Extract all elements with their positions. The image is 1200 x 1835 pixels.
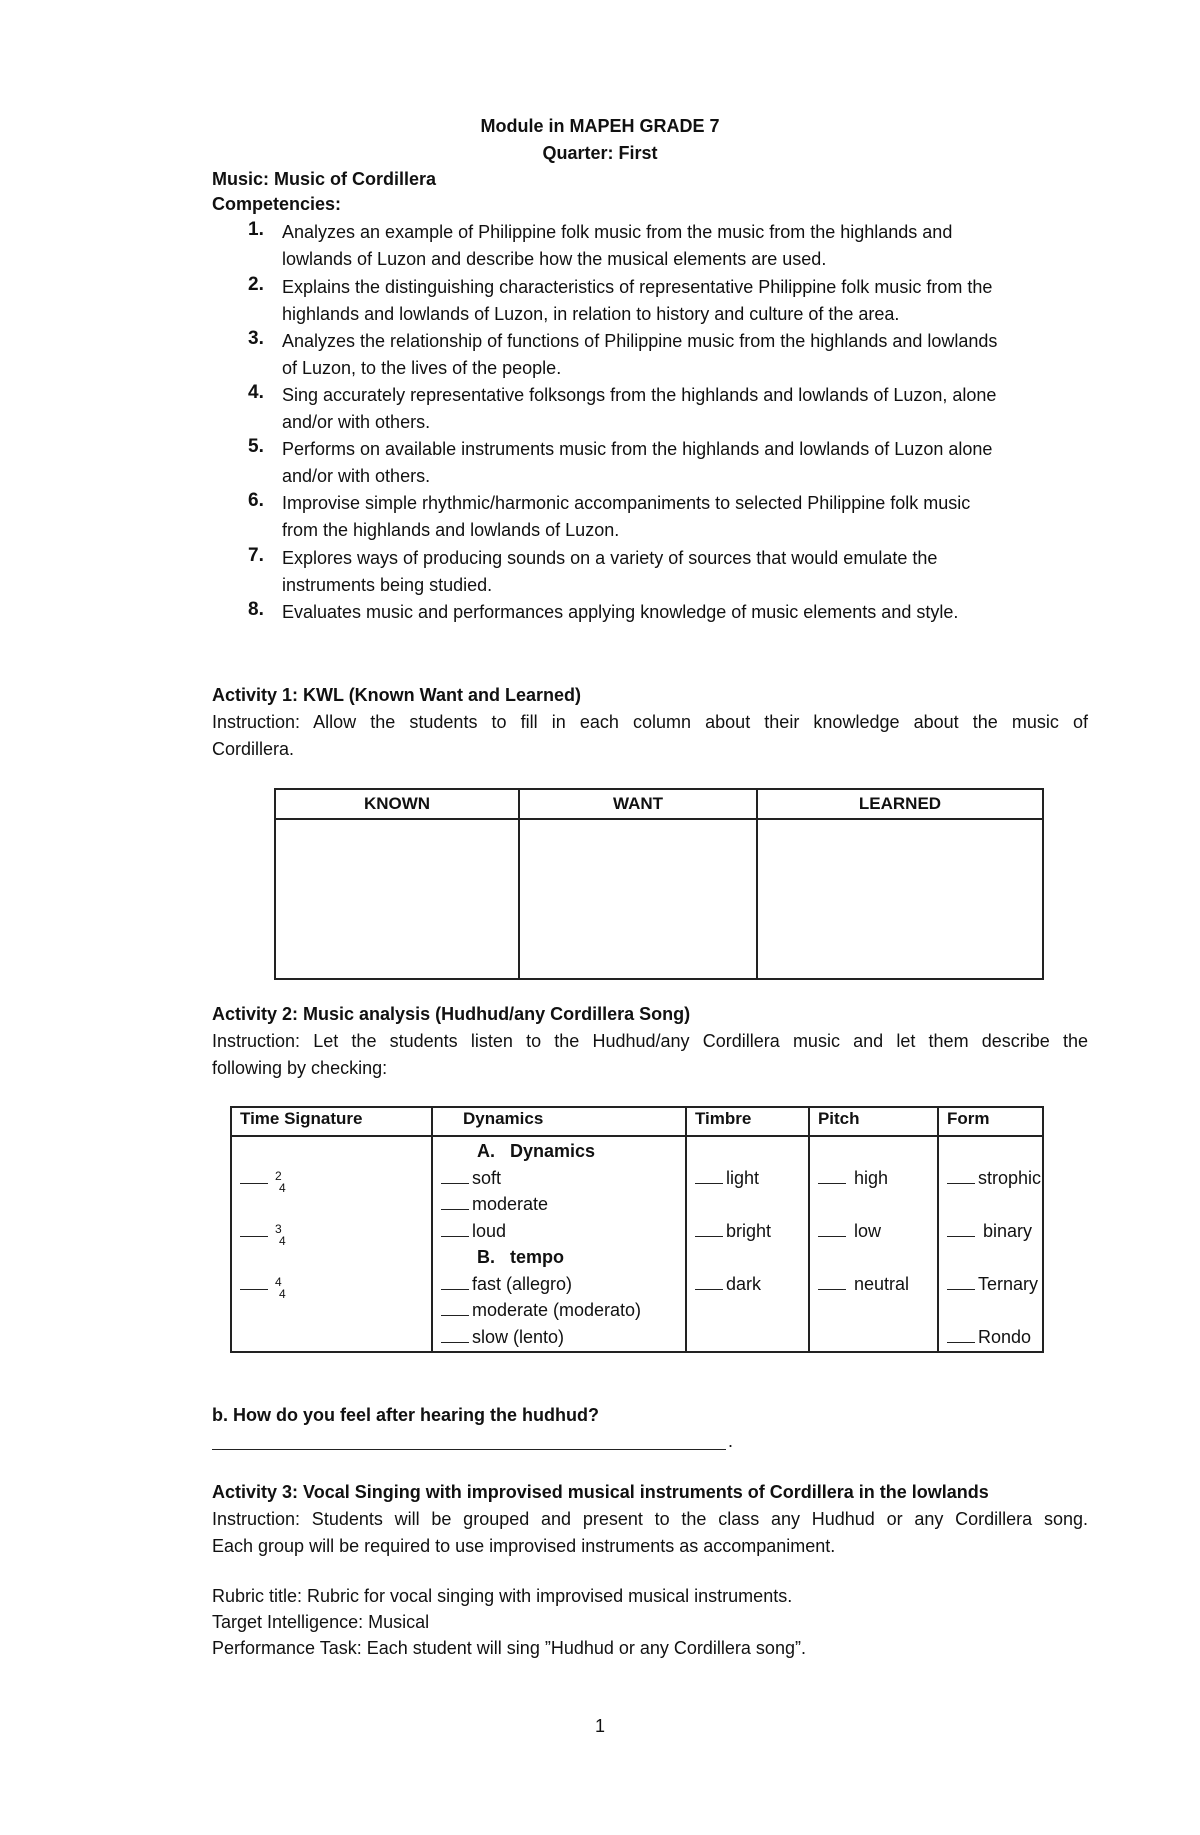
time-sig-option[interactable]: 2 4 <box>240 1165 430 1192</box>
activity1-title: Activity 1: KWL (Known Want and Learned) <box>212 685 582 705</box>
kwl-cell-learned[interactable] <box>757 819 1043 979</box>
form-option[interactable]: Rondo <box>947 1324 1041 1351</box>
tempo-option[interactable]: moderate (moderato) <box>441 1297 684 1324</box>
activity3-instruction: Instruction: Students will be grouped and present to the class any Hudhud or any Cordillera song. Each group will be required to use improvised instruments as accompaniment. <box>212 1509 1088 1556</box>
dynamics-subheading-b: B. tempo <box>476 1247 564 1267</box>
pitch-option[interactable]: high <box>818 1165 936 1192</box>
kwl-table <box>274 788 1044 980</box>
timbre-option[interactable]: dark <box>695 1271 807 1298</box>
page-number: 1 <box>594 1716 605 1736</box>
module-title: Module in MAPEH GRADE 7 <box>480 116 720 136</box>
form-option[interactable]: binary <box>947 1218 1041 1245</box>
dynamics-option[interactable]: soft <box>441 1165 684 1192</box>
tempo-option[interactable]: fast (allegro) <box>441 1271 684 1298</box>
kwl-cell-known[interactable] <box>275 819 519 979</box>
feeling-question: b. How do you feel after hearing the hudhud? <box>212 1405 599 1425</box>
answer-line[interactable] <box>212 1448 726 1450</box>
time-signature-cell <box>231 1136 432 1352</box>
activity2-instruction: Instruction: Let the students listen to the Hudhud/any Cordillera music and let them describe the following by checking: <box>212 1031 1088 1078</box>
dynamics-subheading-a: A. Dynamics <box>476 1141 596 1161</box>
kwl-header-learned: LEARNED <box>757 789 1043 819</box>
timbre-option[interactable]: bright <box>695 1218 807 1245</box>
header-time-signature: Time Signature <box>231 1107 432 1136</box>
pitch-option[interactable]: neutral <box>818 1271 936 1298</box>
pitch-cell <box>809 1136 938 1352</box>
header-form: Form <box>938 1107 1043 1136</box>
activity1-instruction: Instruction: Allow the students to fill in each column about their knowledge about the music of Cordillera. <box>212 712 1088 759</box>
dynamics-option[interactable]: moderate <box>441 1191 684 1218</box>
document-page: Module in MAPEH GRADE 7 Quarter: First Music: Music of Cordillera Competencies: 1. Analyzes an example of Philippine folk music from the music from the highlands and lowlands of Luzon and describe how the musical elements are used. 2. Explains the distinguishing characteristics of representative Philippine folk music from the highlands and lowlands of Luzon, in relation to history and culture of the area. 3. Analyzes the relationship of functions of Philippine music from the highlands and lowlands of Luzon, to the lives of the people. 4. Sing accurately representative folksongs from the highlands and lowlands of Luzon, alone and/or with others. 5. Performs on available instruments music from the highlands and lowlands of Luzon alone and/or with others. 6. Improvise simple rhythmic/harmonic accompaniments to selected Philippine folk music from the highlands and lowlands of Luzon. 7. Explores ways of producing sounds on a variety of sources that would emulate the instruments being studied. 8. Evaluates music and performances applying knowledge of music elements and style. Activity 1: KWL (Known Want and Learned) Instruction: Allow the students to fill in each column about their knowledge about the music of Cordillera. KNOWN WANT LEARNED Activity 2: Music analysis (Hudhud/any Cordillera Song) Instruction: Let the students listen to the Hudhud/any Cordillera music and let them describe the following by checking: Time Signature Dynamics Timbre Pitch Form 2 4 3 4 4 4 A. Dynamics soft moderate loud B. tempo fast (allegro) moderate (moderato) slow (lento) light bright dark high low neutral strophic binary Ternary Rondo b. How do you feel after hearing the hudhud? . Activity 3: Vocal Singing with improvised musical instruments of Cordillera in the lowlands Instruction: Students will be grouped and present to the class any Hudhud or any Cordillera song. Each group will be required to use improvised instruments as accompaniment. Rubric title: Rubric for vocal singing with improvised musical instruments. Target Intelligence: Musical Performance Task: Each student will sing ”Hudhud or any Cordillera song”. 1 <box>0 0 1200 1835</box>
activity2-title: Activity 2: Music analysis (Hudhud/any Cordillera Song) <box>212 1004 691 1024</box>
form-option[interactable]: strophic <box>947 1165 1041 1192</box>
kwl-header-known: KNOWN <box>275 789 519 819</box>
time-sig-option[interactable]: 4 4 <box>240 1271 430 1298</box>
header-dynamics: Dynamics <box>432 1107 686 1136</box>
rubric-title: Rubric title: Rubric for vocal singing with improvised musical instruments. <box>212 1586 793 1606</box>
header-timbre: Timbre <box>686 1107 809 1136</box>
form-option[interactable]: Ternary <box>947 1271 1041 1298</box>
quarter-label: Quarter: First <box>542 143 658 163</box>
timbre-option[interactable]: light <box>695 1165 807 1192</box>
form-cell <box>938 1136 1043 1352</box>
header-pitch: Pitch <box>809 1107 938 1136</box>
kwl-header-want: WANT <box>519 789 757 819</box>
tempo-option[interactable]: slow (lento) <box>441 1324 684 1351</box>
music-analysis-table <box>230 1106 1044 1353</box>
subject-heading: Music: Music of Cordillera <box>212 169 437 189</box>
pitch-option[interactable]: low <box>818 1218 936 1245</box>
kwl-cell-want[interactable] <box>519 819 757 979</box>
competencies-heading: Competencies: <box>212 194 342 214</box>
performance-task: Performance Task: Each student will sing ”Hudhud or any Cordillera song”. <box>212 1638 806 1658</box>
dynamics-option[interactable]: loud <box>441 1218 684 1245</box>
activity3-title: Activity 3: Vocal Singing with improvised musical instruments of Cordillera in the lowlands <box>212 1482 989 1502</box>
dynamics-cell <box>432 1136 686 1352</box>
answer-period: . <box>728 1431 734 1451</box>
target-intelligence: Target Intelligence: Musical <box>212 1612 430 1632</box>
timbre-cell <box>686 1136 809 1352</box>
time-sig-option[interactable]: 3 4 <box>240 1218 430 1245</box>
